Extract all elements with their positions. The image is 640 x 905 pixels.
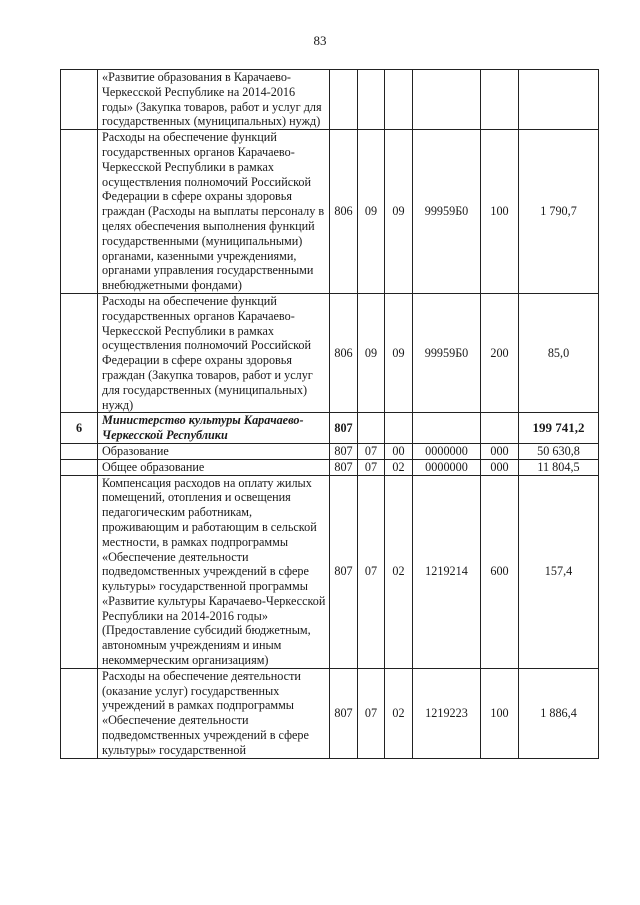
ministry-code: 807 [330, 413, 358, 444]
subsection-code: 09 [385, 130, 413, 294]
expense-type-code: 000 [481, 459, 519, 475]
ministry-code: 807 [330, 443, 358, 459]
row-number [61, 459, 98, 475]
section-code [358, 70, 385, 130]
target-article-code: 99959Б0 [413, 130, 481, 294]
row-description: Компенсация расходов на оплату жилых помещений, отопления и освещения педагогическим работникам, проживающим и работающим в сельской местности, в рамках подпрограммы «Обеспечение деятельности подведомственных учреждений в сфере культуры» государственной программы «Развитие культуры Карачаево-Черкесской Республики на 2014-2016 годы» (Предоставление субсидий бюджетным, автономным учреждениям и иным некоммерческим организациям) [98, 475, 330, 668]
target-article-code [413, 70, 481, 130]
amount: 1 790,7 [519, 130, 599, 294]
subsection-code: 02 [385, 668, 413, 758]
row-number [61, 70, 98, 130]
expense-type-code: 600 [481, 475, 519, 668]
table-row [61, 293, 599, 412]
table-row [61, 475, 599, 668]
subsection-code [385, 70, 413, 130]
subsection-code: 09 [385, 293, 413, 412]
target-article-code: 99959Б0 [413, 293, 481, 412]
table-row [61, 459, 599, 475]
amount: 157,4 [519, 475, 599, 668]
row-number [61, 475, 98, 668]
subsection-code: 02 [385, 459, 413, 475]
section-code: 09 [358, 293, 385, 412]
subsection-code: 02 [385, 475, 413, 668]
amount: 199 741,2 [519, 413, 599, 444]
amount: 1 886,4 [519, 668, 599, 758]
section-code: 07 [358, 459, 385, 475]
amount [519, 70, 599, 130]
row-description: Общее образование [98, 459, 330, 475]
table-row [61, 668, 599, 758]
row-number [61, 443, 98, 459]
ministry-code: 806 [330, 130, 358, 294]
section-code: 07 [358, 443, 385, 459]
target-article-code: 1219214 [413, 475, 481, 668]
row-description: Расходы на обеспечение функций государственных органов Карачаево-Черкесской Республики в рамках осуществления полномочий Российской Федерации в сфере охраны здоровья граждан (Расходы на выплаты персоналу в целях обеспечения выполнения функций государственными (муниципальными) органами, казенными учреждениями, органами управления государственными внебюджетными фондами) [98, 130, 330, 294]
amount: 11 804,5 [519, 459, 599, 475]
expense-type-code [481, 70, 519, 130]
table-row [61, 70, 599, 130]
ministry-code: 806 [330, 293, 358, 412]
subsection-code [385, 413, 413, 444]
target-article-code: 0000000 [413, 459, 481, 475]
row-number [61, 293, 98, 412]
row-description: Образование [98, 443, 330, 459]
row-description: Расходы на обеспечение деятельности (оказание услуг) государственных учреждений в рамках подпрограммы «Обеспечение деятельности подведомственных учреждений в сфере культуры» государственной [98, 668, 330, 758]
row-number [61, 130, 98, 294]
ministry-code [330, 70, 358, 130]
section-code [358, 413, 385, 444]
expense-type-code: 100 [481, 130, 519, 294]
row-description: «Развитие образования в Карачаево-Черкесской Республике на 2014-2016 годы» (Закупка товаров, работ и услуг для государственных (муниципальных) нужд) [98, 70, 330, 130]
target-article-code [413, 413, 481, 444]
ministry-code: 807 [330, 668, 358, 758]
target-article-code: 0000000 [413, 443, 481, 459]
row-number [61, 668, 98, 758]
table-row [61, 443, 599, 459]
section-code: 09 [358, 130, 385, 294]
expense-type-code [481, 413, 519, 444]
target-article-code: 1219223 [413, 668, 481, 758]
row-number: 6 [61, 413, 98, 444]
table-row-ministry [61, 413, 599, 444]
ministry-code: 807 [330, 459, 358, 475]
row-description: Министерство культуры Карачаево-Черкесской Республики [98, 413, 330, 444]
section-code: 07 [358, 475, 385, 668]
budget-table [60, 69, 599, 759]
subsection-code: 00 [385, 443, 413, 459]
amount: 50 630,8 [519, 443, 599, 459]
expense-type-code: 200 [481, 293, 519, 412]
ministry-code: 807 [330, 475, 358, 668]
table-row [61, 130, 599, 294]
page-number: 83 [313, 33, 327, 48]
expense-type-code: 100 [481, 668, 519, 758]
amount: 85,0 [519, 293, 599, 412]
section-code: 07 [358, 668, 385, 758]
expense-type-code: 000 [481, 443, 519, 459]
row-description: Расходы на обеспечение функций государственных органов Карачаево-Черкесской Республики в рамках осуществления полномочий Российской Федерации в сфере охраны здоровья граждан (Закупка товаров, работ и услуг для государственных (муниципальных) нужд) [98, 293, 330, 412]
